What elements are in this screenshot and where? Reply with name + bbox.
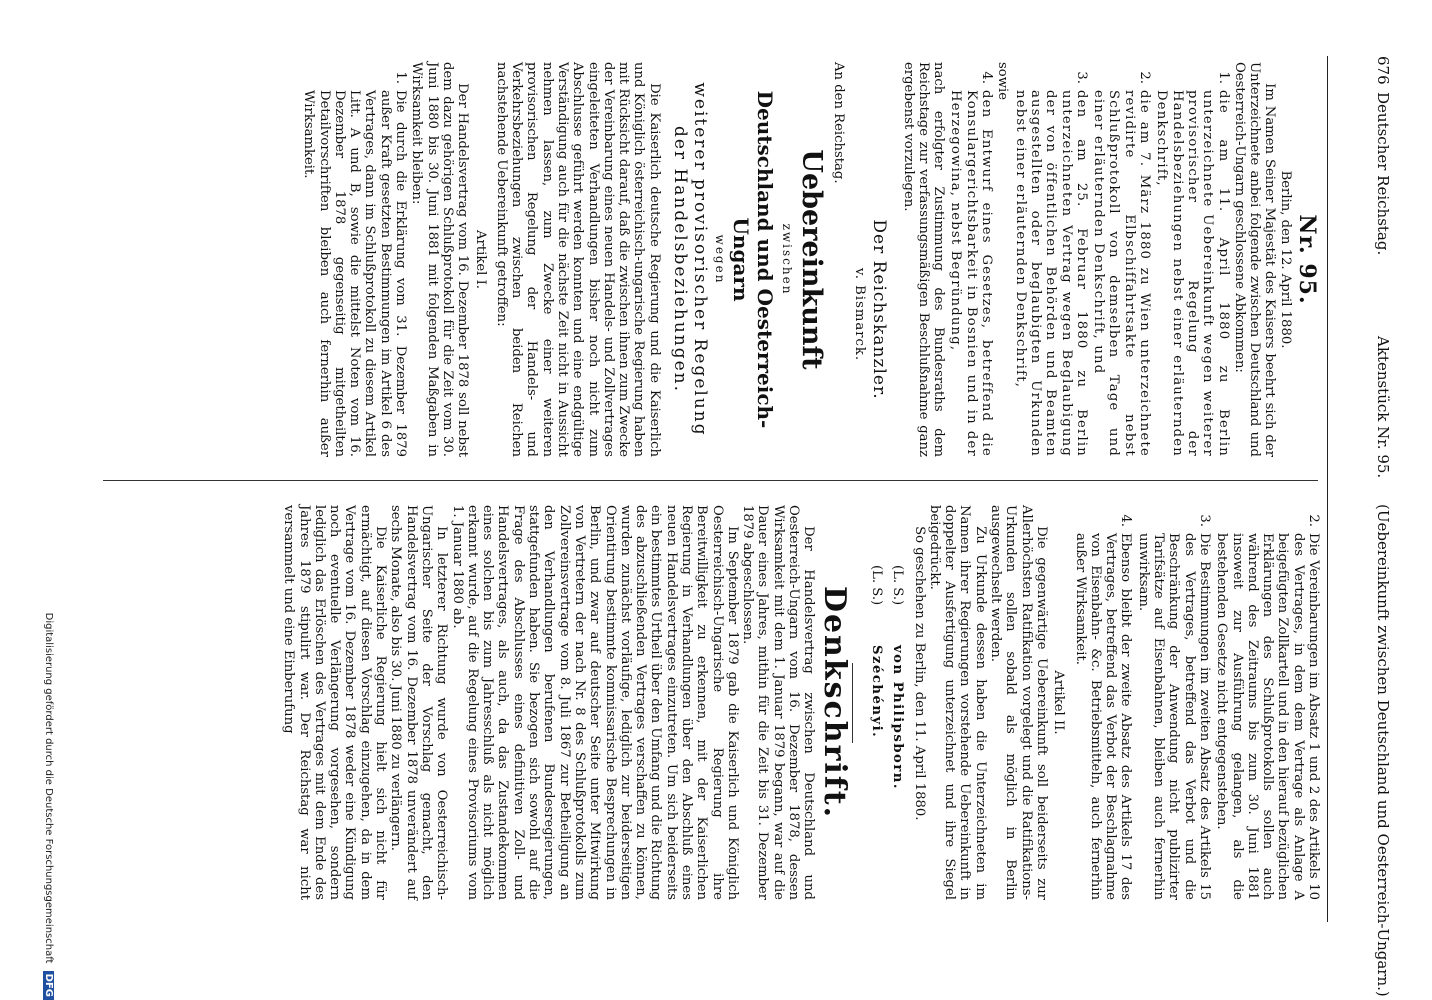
list-item-text: den am 25. Februar 1880 zu Berlin unterzeichneten Vertrag wegen Beglaubigung der von öffentlichen Behörden und Beamten ausgestellten oder beglaubigten Urkunden nebst einer erläuternden Denkschrift, xyxy=(1012,90,1089,457)
intro-paragraph: Im Namen Seiner Majestät des Kaisers beehrt sich der Unterzeichnete anbei folgende zwischen Deutschland und Oesterreich-Ungarn geschlossene Abkommen: xyxy=(1231,62,1278,457)
preamble-paragraph: Die Kaiserlich deutsche Regierung und die Kaiserlich und Königlich österreichisch-ungarische Regierung haben mit Rücksicht darauf, daß die zwischen ihnen zum Zwecke der Vereinbarung eines neuen Handels- und Zollvertrages eingeleiteten Verhandlungen bisher noch nicht zum Abschlusse geführt werden konnten und eine endgültige Verständigung auch für die nächste Zeit nicht in Aussicht nehmen lassen, zum Zwecke einer weiteren provisorischen Regelung der Handels- und Verkehrsbeziehungen zwischen beiden Reichen nachstehende Uebereinkunft getroffen: xyxy=(493,62,662,457)
article-2-paragraph: Die gegenwärtige Uebereinkunft soll beiderseits zur Allerhöchsten Ratifikation vorgelegt und die Ratifikations-Urkunden sollen sobald als möglich in Berlin ausgewechselt werden. xyxy=(988,505,1049,900)
page-number: 676 xyxy=(1374,56,1392,85)
list-item xyxy=(1154,62,1230,457)
article-2-heading: Artikel II. xyxy=(1051,670,1067,735)
list-item-number: 2. xyxy=(1306,514,1321,527)
dateline: Berlin, den 12. April 1880. xyxy=(1277,170,1293,349)
list-item-number: 2. xyxy=(1137,71,1153,84)
left-column xyxy=(299,62,1322,457)
treaty-between: zwischen xyxy=(780,223,795,296)
signatory-name: v. Bismarck. xyxy=(851,267,867,362)
article-1-heading: Artikel I. xyxy=(472,230,488,289)
source-title: Deutscher Reichstag. xyxy=(1374,92,1392,256)
column-divider xyxy=(103,480,1318,481)
list-item xyxy=(301,62,408,457)
list-item-number: 3. xyxy=(1196,514,1212,527)
memorandum-paragraph: Die Kaiserliche Regierung hielt sich nicht für ermächtigt, auf diesen Vorschlag einzugehen, da in dem Vertrage vom 16. Dezember 1878 weder eine Kündigung noch eventuelle Verlängerung vorgesehen, sondern lediglich das Erlöschen des Vertrages mit dem Ende des Jahres 1879 stipulirt war. Der Reichstag war nicht versammelt und eine Einberufung xyxy=(281,505,389,900)
seal-mark: (L. S.) xyxy=(890,565,906,606)
treaty-wegen: wegen xyxy=(713,234,728,285)
memorandum-paragraph: Der Handelsvertrag zwischen Deutschland und Oesterreich-Ungarn vom 16. Dezember 1878, dessen Wirksamkeit mit dem 1. Januar 1879 begann, war auf die Dauer eines Jahres, mithin für die Zeit bis 31. Dezember 1879 abgeschlossen. xyxy=(740,505,817,900)
list-item-text: den Entwurf eines Gesetzes, betreffend die Konsulargerichtsbarkeit in Bosnien und in der Herzegowina, nebst Begründung, xyxy=(948,90,995,457)
addressee: An den Reichstag. xyxy=(830,62,846,184)
closing-paragraph: nach erfolgter Zustimmung des Bundesraths dem Reichstage zur verfassungsmäßigen Beschlußnahme ganz ergebenst vorzulegen. xyxy=(900,62,947,457)
article-1-paragraph: Der Handelsvertrag vom 16. Dezember 1878 soll nebst dem dazu gehörigen Schlußprotokoll für die Zeit vom 30. Juni 1880 bis 30. Juni 1881 mit folgenden Maßgaben in Wirksamkeit bleiben: xyxy=(409,62,471,457)
list-item-number: 3. xyxy=(1073,71,1089,84)
list-item-number: 4. xyxy=(1118,514,1134,527)
document-number: Aktenstück Nr. 95. xyxy=(1374,336,1392,479)
signature-line xyxy=(869,565,884,900)
memorandum-heading: Denkschrift. xyxy=(816,585,852,820)
list-item xyxy=(1214,505,1321,900)
list-item-number: 1. xyxy=(1215,71,1231,84)
memorandum-paragraph: In letzterer Richtung wurde von Oesterreichisch-Ungarischer Seite der Vorschlag gemacht, den Handelsvertrag vom 16. Dezember 1878 unverändert auf sechs Monate, also bis 30. Juni 1880 zu verlängern. xyxy=(388,505,450,900)
digitization-note: Digitalisierung gefördert durch die Deutsche Forschungsgemeinschaft xyxy=(43,612,54,964)
header-rule xyxy=(1327,56,1328,922)
article-2-paragraph: So geschehen zu Berlin, den 11. April 1880. xyxy=(911,526,927,821)
list-item-text: die am 7. März 1880 zu Wien unterzeichnete revidirte Elbschiffahrtsakte nebst Schlußprotokoll von demselben Tage und einer erläuternden Denkschrift, und xyxy=(1091,90,1153,457)
list-item xyxy=(1091,62,1152,457)
list-item-text: Die Vereinbarungen im Absatz 1 und 2 des Artikels 10 des Vertrages, in dem dem Vertrage als Anlage A beigefügten Zollkartell und in den hierauf bezüglichen Erklärungen des Schlußprotokolls sollen auch während des Zeitraums bis zum 30. Juni 1881 insoweit zur Ausführung gelangen, als die bestehenden Gesetze nicht entgegenstehen. xyxy=(1214,533,1321,900)
memorandum-paragraph: Im September 1879 gab die Kaiserlich und Königlich Oesterreichisch-Ungarische Regierung ihre Bereitwilligkeit zu erkennen, mit der Kaiserlichen Regierung in Verhandlungen über den Abschluß eines neuen Handelsvertrages einzutreten. Um sich beiderseits ein bestimmtes Urtheil über den Umfang und die Richtung des abzuschließenden Vertrages verschaffen zu können, wurden zunächst vorläufige, lediglich zur beiderseitigen Orientirung bestimmte kommissarische Besprechungen in Berlin, und zwar auf deutscher Seite unter Mitwirkung von Vertretern der nach Nr. 8 des Schlußprotokolls zum Zollvereinsvertrage vom 8. Juli 1867 zur Betheiligung an den Verhandlungen berufenen Bundesregierungen, stattgefunden haben. Sie bezogen sich sowohl auf die Frage des Abschlusses eines definitiven Zoll- und Handelsvertrages, als auch, da das Zustandekommen eines solchen bis zum Jahresschluß als nicht möglich erkannt wurde, auf die Regelung eines Provisoriums vom 1. Januar 1880 ab. xyxy=(449,505,740,900)
list-item-text: Ebenso bleibt der zweite Absatz des Artikels 17 des Vertrages, betreffend das Verbot der Beschlagnahme von Eisenbahn- &c. Betriebsmitteln, auch fernerhin außer Wirksamkeit. xyxy=(1072,533,1134,900)
treaty-subject: weiterer provisorischer Regelung der Handelsbeziehungen. xyxy=(669,82,710,437)
topic-title: (Uebereinkunft zwischen Deutschland und Oesterreich-Ungarn.) xyxy=(1374,504,1392,997)
right-column xyxy=(281,505,1322,900)
signatory-role: Der Reichskanzler. xyxy=(869,219,890,400)
list-item xyxy=(1135,505,1211,900)
list-item-text: die am 11. April 1880 zu Berlin unterzeichnete Uebereinkunft wegen weiterer provisorischer Regelung der Handelsbeziehungen nebst einer erläuternden Denkschrift, xyxy=(1154,90,1231,457)
sowie-text: sowie xyxy=(995,62,1011,101)
list-item xyxy=(948,62,994,457)
list-item-text: Die durch die Erklärung vom 31. Dezember 1879 außer Kraft gesetzten Bestimmungen im Artikel 6 des Vertrages, dann im Schlußprotokoll zu diesem Artikel Litt. A und B, sowie die mittelst Noten vom 16. Dezember 1878 gegenseitig mitgetheilten Detailvorschriften bleiben auch fernerhin außer Wirksamkeit. xyxy=(301,90,409,457)
dfg-logo: DFG xyxy=(43,971,54,1000)
article-2-paragraph: Zu Urkunde dessen haben die Unterzeichneten im Namen ihrer Regierungen vorstehende Uebereinkunft in doppelter Ausfertigung unterzeichnet und ihre Siegel beigedrückt. xyxy=(926,505,988,900)
digitization-footer xyxy=(43,0,54,1000)
section-divider xyxy=(852,663,853,743)
list-item xyxy=(1012,62,1088,457)
signer-name: Széchényi. xyxy=(868,645,884,739)
signature-line xyxy=(890,565,905,900)
document-number-heading: Nr. 95. xyxy=(1294,214,1320,305)
signer-name: von Philipsborn. xyxy=(890,645,906,790)
list-item-number: 1. xyxy=(393,71,409,84)
seal-mark: (L. S.) xyxy=(868,565,884,606)
list-item xyxy=(1072,505,1133,900)
list-item-text: Die Bestimmungen im zweiten Absatz des Artikels 15 des Vertrages, betreffend das Verbot und die Beschränkung der Anwendung nicht publizirter Tarifsätze auf Eisenbahnen, bleiben auch fernerhin unwirksam. xyxy=(1135,533,1212,900)
list-item-number: 4. xyxy=(979,71,995,84)
treaty-parties: Deutschland und Oesterreich-Ungarn xyxy=(729,90,778,429)
treaty-title: Uebereinkunft xyxy=(796,149,828,370)
